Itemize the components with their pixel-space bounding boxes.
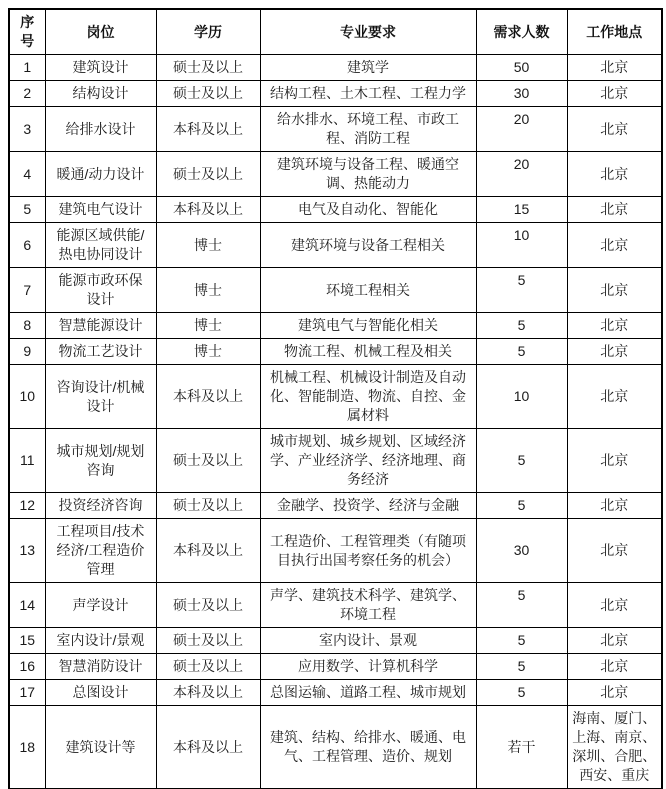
recruitment-table bbox=[8, 8, 663, 789]
table-row bbox=[9, 152, 662, 197]
cell-location: 北京 bbox=[567, 268, 662, 313]
cell-education: 本科及以上 bbox=[156, 519, 260, 583]
cell-location: 北京 bbox=[567, 583, 662, 628]
cell-education: 本科及以上 bbox=[156, 706, 260, 789]
cell-demand: 若干 bbox=[476, 706, 567, 789]
table-row bbox=[9, 81, 662, 107]
cell-major: 电气及自动化、智能化 bbox=[260, 197, 476, 223]
cell-position: 智慧能源设计 bbox=[45, 313, 156, 339]
cell-position: 智慧消防设计 bbox=[45, 654, 156, 680]
cell-education: 硕士及以上 bbox=[156, 654, 260, 680]
cell-major: 应用数学、计算机科学 bbox=[260, 654, 476, 680]
cell-education: 硕士及以上 bbox=[156, 628, 260, 654]
cell-major: 城市规划、城乡规划、区域经济学、产业经济学、经济地理、商务经济 bbox=[260, 429, 476, 493]
cell-no: 4 bbox=[9, 152, 45, 197]
cell-position: 建筑设计等 bbox=[45, 706, 156, 789]
cell-demand: 10 bbox=[476, 365, 567, 429]
cell-position: 建筑电气设计 bbox=[45, 197, 156, 223]
cell-no: 3 bbox=[9, 107, 45, 152]
table-row bbox=[9, 107, 662, 152]
cell-location: 北京 bbox=[567, 680, 662, 706]
cell-no: 6 bbox=[9, 223, 45, 268]
cell-no: 8 bbox=[9, 313, 45, 339]
table-row bbox=[9, 706, 662, 789]
cell-major: 建筑环境与设备工程相关 bbox=[260, 223, 476, 268]
cell-location: 北京 bbox=[567, 152, 662, 197]
cell-demand: 5 bbox=[476, 429, 567, 493]
cell-demand: 20 bbox=[476, 152, 567, 197]
cell-education: 本科及以上 bbox=[156, 680, 260, 706]
cell-demand: 5 bbox=[476, 654, 567, 680]
table-row bbox=[9, 628, 662, 654]
cell-demand: 5 bbox=[476, 583, 567, 628]
cell-education: 博士 bbox=[156, 339, 260, 365]
cell-position: 咨询设计/机械设计 bbox=[45, 365, 156, 429]
cell-location: 北京 bbox=[567, 197, 662, 223]
cell-demand: 5 bbox=[476, 339, 567, 365]
header-demand: 需求人数 bbox=[476, 9, 567, 55]
cell-location: 海南、厦门、上海、南京、深圳、合肥、西安、重庆 bbox=[567, 706, 662, 789]
header-education: 学历 bbox=[156, 9, 260, 55]
cell-no: 5 bbox=[9, 197, 45, 223]
cell-position: 能源市政环保设计 bbox=[45, 268, 156, 313]
cell-position: 工程项目/技术经济/工程造价管理 bbox=[45, 519, 156, 583]
table-row bbox=[9, 365, 662, 429]
cell-position: 给排水设计 bbox=[45, 107, 156, 152]
cell-education: 博士 bbox=[156, 313, 260, 339]
cell-major: 机械工程、机械设计制造及自动化、智能制造、物流、自控、金属材料 bbox=[260, 365, 476, 429]
cell-location: 北京 bbox=[567, 493, 662, 519]
header-no: 序号 bbox=[9, 9, 45, 55]
cell-no: 7 bbox=[9, 268, 45, 313]
cell-demand: 5 bbox=[476, 313, 567, 339]
cell-no: 12 bbox=[9, 493, 45, 519]
cell-education: 本科及以上 bbox=[156, 197, 260, 223]
cell-location: 北京 bbox=[567, 429, 662, 493]
cell-major: 金融学、投资学、经济与金融 bbox=[260, 493, 476, 519]
cell-demand: 50 bbox=[476, 55, 567, 81]
cell-no: 10 bbox=[9, 365, 45, 429]
cell-position: 能源区域供能/热电协同设计 bbox=[45, 223, 156, 268]
cell-no: 1 bbox=[9, 55, 45, 81]
header-row bbox=[9, 9, 662, 55]
table-row bbox=[9, 55, 662, 81]
table-row bbox=[9, 197, 662, 223]
cell-major: 建筑电气与智能化相关 bbox=[260, 313, 476, 339]
cell-education: 博士 bbox=[156, 223, 260, 268]
cell-education: 硕士及以上 bbox=[156, 429, 260, 493]
cell-demand: 30 bbox=[476, 81, 567, 107]
cell-location: 北京 bbox=[567, 654, 662, 680]
cell-major: 物流工程、机械工程及相关 bbox=[260, 339, 476, 365]
cell-location: 北京 bbox=[567, 628, 662, 654]
cell-location: 北京 bbox=[567, 339, 662, 365]
cell-position: 声学设计 bbox=[45, 583, 156, 628]
cell-education: 硕士及以上 bbox=[156, 493, 260, 519]
cell-no: 15 bbox=[9, 628, 45, 654]
cell-position: 室内设计/景观 bbox=[45, 628, 156, 654]
cell-major: 工程造价、工程管理类（有随项目执行出国考察任务的机会） bbox=[260, 519, 476, 583]
cell-location: 北京 bbox=[567, 365, 662, 429]
table-row bbox=[9, 583, 662, 628]
cell-demand: 5 bbox=[476, 680, 567, 706]
cell-education: 硕士及以上 bbox=[156, 55, 260, 81]
cell-position: 城市规划/规划咨询 bbox=[45, 429, 156, 493]
table-row bbox=[9, 268, 662, 313]
cell-major: 室内设计、景观 bbox=[260, 628, 476, 654]
header-position: 岗位 bbox=[45, 9, 156, 55]
cell-education: 硕士及以上 bbox=[156, 583, 260, 628]
cell-no: 18 bbox=[9, 706, 45, 789]
cell-position: 总图设计 bbox=[45, 680, 156, 706]
cell-no: 13 bbox=[9, 519, 45, 583]
cell-demand: 5 bbox=[476, 628, 567, 654]
table-body bbox=[9, 55, 662, 789]
cell-no: 17 bbox=[9, 680, 45, 706]
cell-location: 北京 bbox=[567, 519, 662, 583]
cell-major: 建筑、结构、给排水、暖通、电气、工程管理、造价、规划 bbox=[260, 706, 476, 789]
table-row bbox=[9, 223, 662, 268]
cell-demand: 5 bbox=[476, 268, 567, 313]
cell-position: 投资经济咨询 bbox=[45, 493, 156, 519]
cell-position: 建筑设计 bbox=[45, 55, 156, 81]
table-row bbox=[9, 680, 662, 706]
cell-no: 16 bbox=[9, 654, 45, 680]
cell-position: 暖通/动力设计 bbox=[45, 152, 156, 197]
cell-major: 结构工程、土木工程、工程力学 bbox=[260, 81, 476, 107]
table-row bbox=[9, 519, 662, 583]
header-location: 工作地点 bbox=[567, 9, 662, 55]
cell-major: 建筑环境与设备工程、暖通空调、热能动力 bbox=[260, 152, 476, 197]
cell-education: 本科及以上 bbox=[156, 365, 260, 429]
table-row bbox=[9, 339, 662, 365]
cell-no: 11 bbox=[9, 429, 45, 493]
cell-major: 建筑学 bbox=[260, 55, 476, 81]
cell-demand: 5 bbox=[476, 493, 567, 519]
header-major: 专业要求 bbox=[260, 9, 476, 55]
cell-no: 2 bbox=[9, 81, 45, 107]
cell-location: 北京 bbox=[567, 313, 662, 339]
cell-location: 北京 bbox=[567, 107, 662, 152]
cell-education: 本科及以上 bbox=[156, 107, 260, 152]
cell-position: 结构设计 bbox=[45, 81, 156, 107]
cell-no: 14 bbox=[9, 583, 45, 628]
cell-position: 物流工艺设计 bbox=[45, 339, 156, 365]
cell-major: 环境工程相关 bbox=[260, 268, 476, 313]
cell-education: 硕士及以上 bbox=[156, 81, 260, 107]
cell-demand: 20 bbox=[476, 107, 567, 152]
table-row bbox=[9, 313, 662, 339]
cell-location: 北京 bbox=[567, 81, 662, 107]
cell-demand: 15 bbox=[476, 197, 567, 223]
cell-major: 声学、建筑技术科学、建筑学、环境工程 bbox=[260, 583, 476, 628]
table-row bbox=[9, 654, 662, 680]
cell-location: 北京 bbox=[567, 55, 662, 81]
cell-location: 北京 bbox=[567, 223, 662, 268]
table-row bbox=[9, 493, 662, 519]
cell-demand: 10 bbox=[476, 223, 567, 268]
cell-no: 9 bbox=[9, 339, 45, 365]
cell-education: 硕士及以上 bbox=[156, 152, 260, 197]
cell-major: 总图运输、道路工程、城市规划 bbox=[260, 680, 476, 706]
table-row bbox=[9, 429, 662, 493]
cell-education: 博士 bbox=[156, 268, 260, 313]
cell-demand: 30 bbox=[476, 519, 567, 583]
cell-major: 给水排水、环境工程、市政工程、消防工程 bbox=[260, 107, 476, 152]
